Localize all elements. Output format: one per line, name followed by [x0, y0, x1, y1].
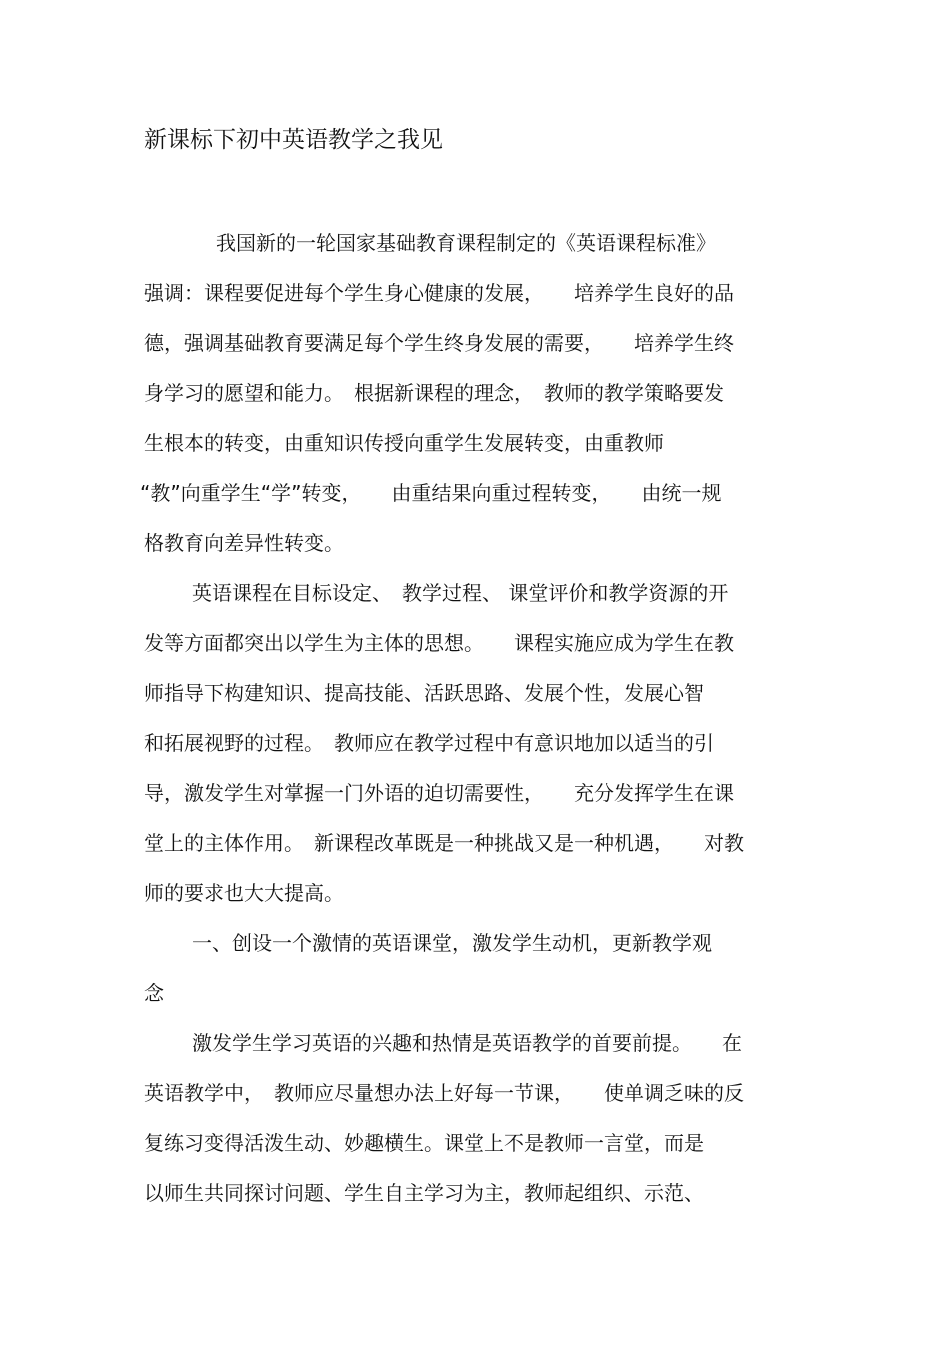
paragraph-line: 格教育向差异性转变。 [144, 531, 344, 555]
paragraph-line: 我国新的一轮国家基础教育课程制定的《英语课程标准》 [216, 231, 716, 255]
paragraph-line: 身学习的愿望和能力。 根据新课程的理念， 教师的教学策略要发 [144, 381, 724, 405]
paragraph-line: 生根本的转变，由重知识传授向重学生发展转变，由重教师 [144, 431, 664, 455]
paragraph-line: 激发学生学习英语的兴趣和热情是英语教学的首要前提。 在 [192, 1031, 742, 1055]
section-heading-line: 一、创设一个激情的英语课堂，激发学生动机，更新教学观 [192, 931, 712, 955]
paragraph-line: 复练习变得活泼生动、妙趣横生。课堂上不是教师一言堂，而是 [144, 1131, 704, 1155]
document-title: 新课标下初中英语教学之我见 [144, 127, 443, 153]
paragraph-line: 导，激发学生对掌握一门外语的迫切需要性， 充分发挥学生在课 [144, 781, 734, 805]
paragraph-line: 和拓展视野的过程。 教师应在教学过程中有意识地加以适当的引 [144, 731, 714, 755]
paragraph-line: 德，强调基础教育要满足每个学生终身发展的需要， 培养学生终 [144, 331, 734, 355]
paragraph-line: 强调：课程要促进每个学生身心健康的发展， 培养学生良好的品 [144, 281, 734, 305]
section-heading-line: 念 [144, 981, 164, 1005]
paragraph-line: 堂上的主体作用。 新课程改革既是一种挑战又是一种机遇， 对教 [144, 831, 744, 855]
paragraph-line: “教”向重学生“学”转变， 由重结果向重过程转变， 由统一规 [140, 481, 722, 505]
paragraph-line: 师指导下构建知识、提高技能、活跃思路、发展个性，发展心智 [144, 681, 704, 705]
paragraph-line: 英语教学中， 教师应尽量想办法上好每一节课， 使单调乏味的反 [144, 1081, 744, 1105]
paragraph-line: 发等方面都突出以学生为主体的思想。 课程实施应成为学生在教 [144, 631, 734, 655]
paragraph-line: 师的要求也大大提高。 [144, 881, 344, 905]
paragraph-line: 英语课程在目标设定、 教学过程、 课堂评价和教学资源的开 [192, 581, 729, 605]
paragraph-line: 以师生共同探讨问题、学生自主学习为主，教师起组织、示范、 [144, 1181, 704, 1205]
